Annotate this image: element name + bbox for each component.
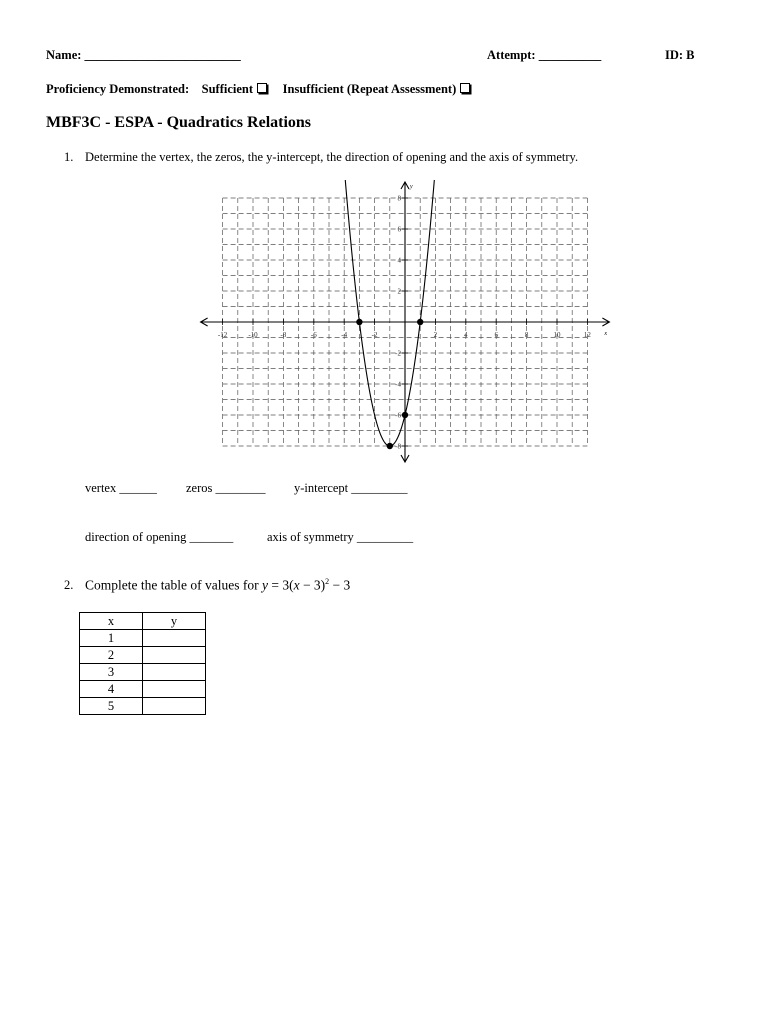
insufficient-label: Insufficient (Repeat Assessment) (282, 82, 457, 96)
table-of-values (79, 612, 206, 715)
table-row (80, 664, 206, 681)
y-tick-label: 4 (397, 256, 401, 265)
y-tick-label: -6 (395, 411, 401, 420)
x-tick-label: 4 (464, 331, 468, 339)
graph-point (402, 412, 408, 418)
x-tick-label: 10 (553, 331, 561, 339)
table-cell-y[interactable] (143, 698, 206, 715)
id-label: ID: B (665, 48, 695, 62)
question-2-prompt: Complete the table of values for (85, 577, 259, 593)
table-cell-y[interactable] (143, 630, 206, 647)
y-axis-label: y (410, 184, 413, 190)
x-tick-label: -6 (310, 331, 317, 339)
graph-point (387, 443, 393, 449)
vertex-blank[interactable]: vertex ______ (85, 481, 157, 495)
name-field-label: Name: _________________________ (46, 48, 241, 62)
table-cell-y[interactable] (143, 664, 206, 681)
table-cell-x: 1 (80, 630, 143, 647)
question-2-text (85, 577, 350, 594)
table-row (80, 681, 206, 698)
question-2-number: 2. (64, 578, 74, 592)
equation-var: x (293, 577, 300, 593)
question-1-text: Determine the vertex, the zeros, the y-intercept, the direction of opening and the axis of symmetry. (85, 150, 579, 164)
table-cell-y[interactable] (143, 647, 206, 664)
graph-point (417, 319, 423, 325)
x-tick-label: -4 (341, 331, 348, 339)
y-tick-label: -4 (395, 380, 401, 389)
x-axis-label: x (604, 331, 608, 337)
equation-exponent: 2 (325, 577, 330, 586)
question-1-number: 1. (64, 150, 74, 164)
y-tick-label: 6 (397, 225, 401, 234)
x-tick-label: 6 (494, 331, 498, 339)
proficiency-label: Proficiency Demonstrated: (46, 82, 190, 96)
x-tick-label: -2 (371, 331, 378, 339)
y-tick-label: 8 (397, 194, 401, 203)
x-tick-label: -10 (248, 331, 258, 339)
table-header-y: y (143, 613, 206, 630)
y-tick-label: -2 (395, 349, 401, 358)
equation-part-a: = 3( (267, 577, 294, 593)
table-row (80, 698, 206, 715)
table-cell-x: 4 (80, 681, 143, 698)
table-header-row (80, 613, 206, 630)
x-tick-label: 12 (583, 331, 591, 339)
zeros-blank[interactable]: zeros ________ (186, 481, 266, 495)
y-tick-label: 2 (397, 287, 401, 296)
attempt-field-label: Attempt: __________ (487, 48, 602, 62)
axis-of-symmetry-blank[interactable]: axis of symmetry _________ (267, 530, 414, 544)
sufficient-label: Sufficient (201, 82, 254, 96)
table-header-x: x (80, 613, 143, 630)
equation-part-c: − 3 (329, 577, 351, 593)
table-cell-x: 5 (80, 698, 143, 715)
direction-blank[interactable]: direction of opening _______ (85, 530, 234, 544)
graph-axes (201, 182, 610, 462)
graph-point (356, 319, 362, 325)
x-tick-label: -12 (217, 331, 228, 339)
equation-part-b: − 3) (299, 577, 326, 593)
table-row (80, 647, 206, 664)
parabola-graph (0, 0, 770, 470)
equation-lhs: y (261, 577, 268, 593)
table-cell-x: 2 (80, 647, 143, 664)
y-intercept-blank[interactable]: y-intercept _________ (294, 481, 408, 495)
y-tick-label: -8 (395, 442, 401, 451)
table-cell-y[interactable] (143, 681, 206, 698)
table-row (80, 630, 206, 647)
table-cell-x: 3 (80, 664, 143, 681)
x-tick-label: -8 (280, 331, 287, 339)
x-tick-label: 8 (524, 331, 529, 339)
page-title: MBF3C - ESPA - Quadratics Relations (46, 114, 312, 131)
x-tick-label: 2 (433, 331, 438, 339)
